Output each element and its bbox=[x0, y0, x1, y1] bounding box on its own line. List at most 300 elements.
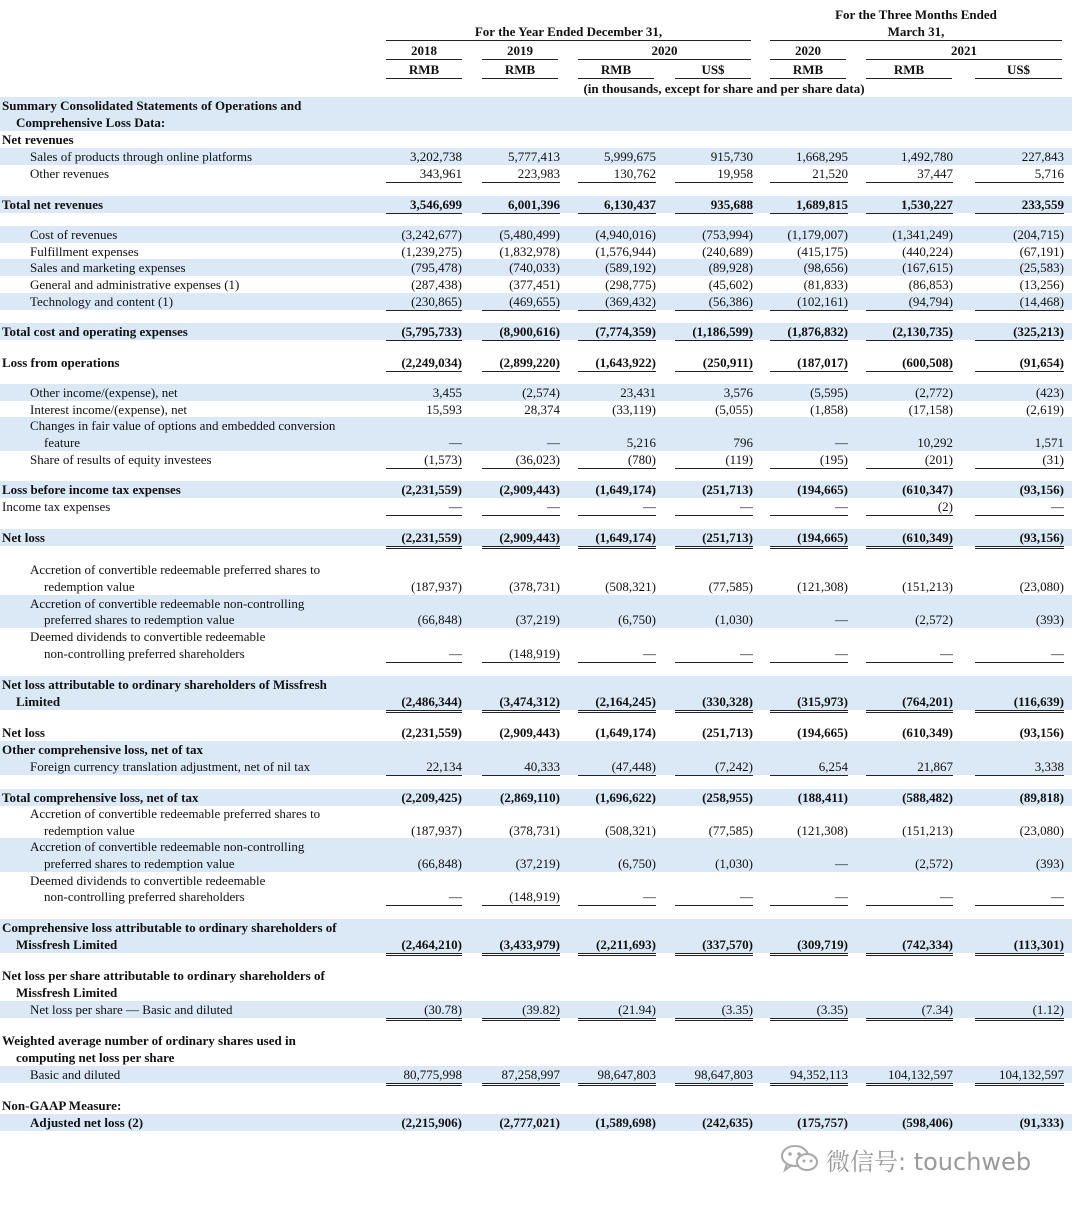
row-value: (113,301) bbox=[1013, 937, 1064, 952]
table-row bbox=[0, 97, 1072, 114]
table-row bbox=[0, 131, 1072, 148]
row-value: (2,231,559) bbox=[401, 725, 462, 740]
row-value: (93,156) bbox=[1019, 725, 1064, 740]
cell-underline bbox=[482, 710, 560, 711]
row-label: Interest income/(expense), net bbox=[30, 402, 188, 417]
table-row bbox=[0, 838, 1072, 855]
cell-underline bbox=[482, 546, 560, 547]
row-value: (589,192) bbox=[605, 260, 656, 275]
header-currency: US$ bbox=[701, 62, 725, 77]
row-value: (77,585) bbox=[708, 579, 753, 594]
row-value: (47,448) bbox=[611, 759, 656, 774]
row-value: 5,716 bbox=[1034, 166, 1064, 181]
row-value: (508,321) bbox=[605, 823, 656, 838]
row-value: — bbox=[835, 499, 848, 514]
row-value: — bbox=[643, 889, 656, 904]
row-value: (37,219) bbox=[515, 612, 560, 627]
header-currency-rule bbox=[675, 78, 751, 79]
cell-underline bbox=[482, 905, 560, 906]
cell-underline bbox=[386, 953, 462, 954]
row-value: — bbox=[835, 435, 848, 450]
row-value: 1,571 bbox=[1034, 435, 1064, 450]
row-value: 3,338 bbox=[1034, 759, 1064, 774]
row-value: (3,242,677) bbox=[401, 227, 462, 242]
row-value: — bbox=[449, 646, 462, 661]
row-value: 3,576 bbox=[723, 385, 753, 400]
row-value: (508,321) bbox=[605, 579, 656, 594]
row-label: Cost of revenues bbox=[30, 227, 118, 242]
row-value: (378,731) bbox=[509, 579, 560, 594]
cell-underline bbox=[578, 953, 656, 954]
header-quarter-2021: 2021 bbox=[951, 43, 977, 58]
row-value: 5,216 bbox=[626, 435, 656, 450]
row-value: (1,239,275) bbox=[401, 244, 462, 259]
row-value: (187,937) bbox=[411, 823, 462, 838]
cell-underline bbox=[675, 182, 753, 183]
cell-underline bbox=[770, 468, 848, 469]
row-label: Missfresh Limited bbox=[16, 985, 118, 1000]
header-currency: RMB bbox=[792, 62, 824, 77]
row-value: (258,955) bbox=[702, 790, 753, 805]
row-value: (1,643,922) bbox=[595, 355, 656, 370]
row-value: (2,909,443) bbox=[499, 725, 560, 740]
row-value: 6,130,437 bbox=[604, 197, 656, 212]
row-value: (102,161) bbox=[797, 294, 848, 309]
cell-underline bbox=[975, 546, 1064, 547]
cell-underline bbox=[975, 1020, 1064, 1021]
row-value: 87,258,997 bbox=[501, 1067, 560, 1082]
cell-underline bbox=[386, 213, 462, 214]
row-value: (66,848) bbox=[417, 612, 462, 627]
table-row bbox=[0, 498, 1072, 515]
cell-underline bbox=[386, 662, 462, 663]
row-value: (17,158) bbox=[908, 402, 953, 417]
row-value: — bbox=[940, 646, 953, 661]
cell-underline bbox=[866, 546, 953, 547]
row-value: (93,156) bbox=[1019, 482, 1064, 497]
row-value: (3,474,312) bbox=[499, 694, 560, 709]
row-label: Accretion of convertible redeemable preferred shares to bbox=[30, 562, 321, 577]
cell-underline bbox=[770, 775, 848, 776]
cell-underline bbox=[386, 515, 462, 516]
row-value: 1,668,295 bbox=[796, 149, 848, 164]
table-row bbox=[0, 984, 1072, 1001]
row-label: Total net revenues bbox=[2, 197, 104, 212]
cell-underline bbox=[975, 662, 1064, 663]
row-value: (2,211,693) bbox=[596, 937, 656, 952]
row-label: Comprehensive Loss Data: bbox=[16, 115, 166, 130]
row-value: (251,713) bbox=[702, 725, 753, 740]
table-row bbox=[0, 1001, 1072, 1018]
row-value: (2,619) bbox=[1026, 402, 1064, 417]
cell-underline bbox=[386, 310, 462, 311]
row-value: (2,231,559) bbox=[401, 530, 462, 545]
row-label: Other income/(expense), net bbox=[30, 385, 178, 400]
cell-underline bbox=[675, 546, 753, 547]
row-value: (2,130,735) bbox=[892, 324, 953, 339]
row-label: Adjusted net loss (2) bbox=[30, 1115, 144, 1130]
row-value: (175,757) bbox=[797, 1115, 848, 1130]
cell-underline bbox=[975, 340, 1064, 341]
row-value: (600,508) bbox=[902, 355, 953, 370]
cell-underline bbox=[866, 371, 953, 372]
cell-underline bbox=[386, 710, 462, 711]
row-value: (121,308) bbox=[797, 579, 848, 594]
cell-underline bbox=[578, 468, 656, 469]
row-label: feature bbox=[44, 435, 81, 450]
row-value: (6,750) bbox=[618, 612, 656, 627]
row-value: (2,899,220) bbox=[499, 355, 560, 370]
row-value: (764,201) bbox=[902, 694, 953, 709]
cell-underline bbox=[386, 340, 462, 341]
row-value: (148,919) bbox=[509, 889, 560, 904]
row-value: (1,576,944) bbox=[595, 244, 656, 259]
cell-underline bbox=[866, 662, 953, 663]
row-value: — bbox=[940, 889, 953, 904]
table-row bbox=[0, 1097, 1072, 1114]
cell-underline bbox=[675, 1085, 753, 1086]
row-value: (753,994) bbox=[702, 227, 753, 242]
cell-underline bbox=[578, 1018, 656, 1019]
cell-underline bbox=[975, 1018, 1064, 1019]
cell-underline bbox=[975, 1085, 1064, 1086]
row-value: (23,080) bbox=[1019, 579, 1064, 594]
row-value: (2) bbox=[937, 499, 953, 514]
table-row bbox=[0, 693, 1072, 710]
row-value: (93,156) bbox=[1019, 530, 1064, 545]
header-year-rule bbox=[386, 40, 751, 41]
row-label: preferred shares to redemption value bbox=[44, 612, 235, 627]
row-value: (1,696,622) bbox=[595, 790, 656, 805]
table-row bbox=[0, 226, 1072, 243]
cell-underline bbox=[866, 515, 953, 516]
cell-underline bbox=[482, 182, 560, 183]
table-row bbox=[0, 822, 1072, 839]
table-row bbox=[0, 561, 1072, 578]
row-value: (2,777,021) bbox=[499, 1115, 560, 1130]
table-row bbox=[0, 276, 1072, 293]
row-value: 223,983 bbox=[517, 166, 560, 181]
row-value: — bbox=[835, 889, 848, 904]
cell-underline bbox=[975, 515, 1064, 516]
cell-underline bbox=[578, 340, 656, 341]
row-value: (610,347) bbox=[902, 482, 953, 497]
row-label: Weighted average number of ordinary shares used in bbox=[2, 1033, 296, 1048]
row-value: 6,254 bbox=[818, 759, 848, 774]
row-value: — bbox=[449, 499, 462, 514]
cell-underline bbox=[482, 468, 560, 469]
cell-underline bbox=[482, 712, 560, 713]
row-label: Net loss bbox=[2, 725, 45, 740]
row-value: (393) bbox=[1035, 612, 1064, 627]
table-row bbox=[0, 114, 1072, 131]
cell-underline bbox=[578, 712, 656, 713]
cell-underline bbox=[770, 182, 848, 183]
row-value: — bbox=[449, 435, 462, 450]
table-row bbox=[0, 1066, 1072, 1083]
row-value: (13,256) bbox=[1019, 277, 1064, 292]
row-value: (194,665) bbox=[797, 482, 848, 497]
cell-underline bbox=[866, 775, 953, 776]
table-row bbox=[0, 165, 1072, 182]
table-row bbox=[0, 888, 1072, 905]
row-label: Changes in fair value of options and embedded conversion bbox=[30, 418, 336, 433]
table-row bbox=[0, 323, 1072, 340]
cell-underline bbox=[578, 1020, 656, 1021]
row-value: — bbox=[740, 646, 753, 661]
table-row bbox=[0, 434, 1072, 451]
cell-underline bbox=[482, 371, 560, 372]
table-row bbox=[0, 384, 1072, 401]
cell-underline bbox=[482, 1083, 560, 1084]
table-row bbox=[0, 628, 1072, 645]
cell-underline bbox=[975, 468, 1064, 469]
row-value: (740,033) bbox=[509, 260, 560, 275]
cell-underline bbox=[866, 548, 953, 549]
row-value: (188,411) bbox=[797, 790, 848, 805]
row-value: (1,589,698) bbox=[595, 1115, 656, 1130]
row-value: (795,478) bbox=[411, 260, 462, 275]
table-row bbox=[0, 529, 1072, 546]
row-label: redemption value bbox=[44, 579, 135, 594]
row-label: Deemed dividends to convertible redeemable bbox=[30, 629, 266, 644]
row-value: 5,777,413 bbox=[508, 149, 560, 164]
table-row bbox=[0, 872, 1072, 889]
row-value: — bbox=[835, 612, 848, 627]
cell-underline bbox=[578, 515, 656, 516]
row-label: Summary Consolidated Statements of Operations and bbox=[2, 98, 302, 113]
row-value: (378,731) bbox=[509, 823, 560, 838]
row-value: (309,719) bbox=[797, 937, 848, 952]
row-value: 3,202,738 bbox=[410, 149, 462, 164]
row-value: 98,647,803 bbox=[694, 1067, 753, 1082]
cell-underline bbox=[770, 1020, 848, 1021]
row-value: (86,853) bbox=[908, 277, 953, 292]
row-value: (25,583) bbox=[1019, 260, 1064, 275]
table-row bbox=[0, 401, 1072, 418]
row-value: (1,649,174) bbox=[595, 725, 656, 740]
cell-underline bbox=[770, 1083, 848, 1084]
table-row bbox=[0, 354, 1072, 371]
row-value: (742,334) bbox=[902, 937, 953, 952]
table-row bbox=[0, 1114, 1072, 1131]
row-value: (240,689) bbox=[702, 244, 753, 259]
row-value: 37,447 bbox=[917, 166, 953, 181]
row-label: Foreign currency translation adjustment, net of nil tax bbox=[30, 759, 311, 774]
row-label: Sales and marketing expenses bbox=[30, 260, 186, 275]
row-value: (325,213) bbox=[1013, 324, 1064, 339]
cell-underline bbox=[866, 1085, 953, 1086]
row-value: (1,649,174) bbox=[595, 530, 656, 545]
row-value: (287,438) bbox=[411, 277, 462, 292]
header-currency-rule bbox=[482, 78, 558, 79]
cell-underline bbox=[675, 371, 753, 372]
row-value: 935,688 bbox=[710, 197, 753, 212]
row-value: (1,341,249) bbox=[892, 227, 953, 242]
row-value: (45,602) bbox=[708, 277, 753, 292]
row-value: 40,333 bbox=[524, 759, 560, 774]
row-value: (116,639) bbox=[1013, 694, 1064, 709]
table-row bbox=[0, 451, 1072, 468]
row-value: 15,593 bbox=[426, 402, 462, 417]
cell-underline bbox=[675, 662, 753, 663]
header-year-2019-rule bbox=[482, 59, 558, 60]
row-label: Limited bbox=[16, 694, 61, 709]
cell-underline bbox=[386, 548, 462, 549]
row-label: Share of results of equity investees bbox=[30, 452, 212, 467]
row-value: (2,909,443) bbox=[499, 530, 560, 545]
row-value: 104,132,597 bbox=[888, 1067, 953, 1082]
cell-underline bbox=[975, 905, 1064, 906]
row-value: (187,017) bbox=[797, 355, 848, 370]
row-label: Accretion of convertible redeemable non-controlling bbox=[30, 839, 305, 854]
header-currency: RMB bbox=[408, 62, 440, 77]
row-label: computing net loss per share bbox=[16, 1050, 175, 1065]
row-label: Non-GAAP Measure: bbox=[2, 1098, 122, 1113]
row-value: 1,492,780 bbox=[901, 149, 953, 164]
row-value: (31) bbox=[1042, 452, 1064, 467]
cell-underline bbox=[866, 905, 953, 906]
header-quarter-rule bbox=[770, 40, 1062, 41]
cell-underline bbox=[770, 213, 848, 214]
row-value: (1,186,599) bbox=[692, 324, 753, 339]
header-year-2020: 2020 bbox=[651, 43, 678, 58]
cell-underline bbox=[386, 182, 462, 183]
cell-underline bbox=[770, 1085, 848, 1086]
cell-underline bbox=[675, 1018, 753, 1019]
row-value: 6,001,396 bbox=[508, 197, 560, 212]
cell-underline bbox=[675, 340, 753, 341]
cell-underline bbox=[675, 515, 753, 516]
row-label: Other revenues bbox=[30, 166, 110, 181]
row-value: 23,431 bbox=[620, 385, 656, 400]
row-value: — bbox=[1051, 499, 1064, 514]
row-value: (780) bbox=[627, 452, 656, 467]
cell-underline bbox=[975, 213, 1064, 214]
row-value: (610,349) bbox=[902, 725, 953, 740]
row-value: 21,867 bbox=[917, 759, 953, 774]
row-value: (598,406) bbox=[902, 1115, 953, 1130]
row-label: Net revenues bbox=[2, 132, 74, 147]
row-value: (167,615) bbox=[902, 260, 953, 275]
table-row bbox=[0, 1032, 1072, 1049]
header-currency: RMB bbox=[504, 62, 536, 77]
row-value: — bbox=[835, 856, 848, 871]
cell-underline bbox=[386, 1085, 462, 1086]
cell-underline bbox=[975, 775, 1064, 776]
header-currency: US$ bbox=[1006, 62, 1031, 77]
header-currency-rule bbox=[975, 78, 1062, 79]
cell-underline bbox=[482, 548, 560, 549]
row-value: 1,689,815 bbox=[796, 197, 848, 212]
cell-underline bbox=[866, 712, 953, 713]
cell-underline bbox=[578, 182, 656, 183]
header-year-2020-rule bbox=[578, 59, 751, 60]
row-value: (3,433,979) bbox=[499, 937, 560, 952]
row-value: (6,750) bbox=[618, 856, 656, 871]
row-value: — bbox=[643, 499, 656, 514]
row-value: (1,179,007) bbox=[787, 227, 848, 242]
row-value: (5,795,733) bbox=[401, 324, 462, 339]
cell-underline bbox=[675, 953, 753, 954]
row-value: 130,762 bbox=[613, 166, 656, 181]
row-value: (1,876,832) bbox=[787, 324, 848, 339]
cell-underline bbox=[578, 710, 656, 711]
cell-underline bbox=[482, 953, 560, 954]
cell-underline bbox=[675, 1083, 753, 1084]
cell-underline bbox=[770, 905, 848, 906]
row-value: (2,486,344) bbox=[401, 694, 462, 709]
cell-underline bbox=[770, 548, 848, 549]
cell-underline bbox=[675, 468, 753, 469]
cell-underline bbox=[482, 340, 560, 341]
cell-underline bbox=[770, 710, 848, 711]
cell-underline bbox=[386, 546, 462, 547]
wechat-icon bbox=[780, 1144, 820, 1174]
cell-underline bbox=[482, 1018, 560, 1019]
cell-underline bbox=[770, 371, 848, 372]
row-value: (1,030) bbox=[715, 612, 753, 627]
cell-underline bbox=[482, 1020, 560, 1021]
cell-underline bbox=[770, 662, 848, 663]
cell-underline bbox=[866, 340, 953, 341]
row-value: (91,654) bbox=[1019, 355, 1064, 370]
row-value: (67,191) bbox=[1019, 244, 1064, 259]
cell-underline bbox=[482, 662, 560, 663]
row-value: (21.94) bbox=[618, 1002, 656, 1017]
row-value: (393) bbox=[1035, 856, 1064, 871]
table-row bbox=[0, 293, 1072, 310]
row-label: redemption value bbox=[44, 823, 135, 838]
table-row bbox=[0, 724, 1072, 741]
cell-underline bbox=[578, 662, 656, 663]
row-value: (7.34) bbox=[921, 1002, 953, 1017]
header-currency: RMB bbox=[600, 62, 632, 77]
row-value: (2,164,245) bbox=[595, 694, 656, 709]
row-value: (33,119) bbox=[612, 402, 656, 417]
cell-underline bbox=[975, 953, 1064, 954]
table-row bbox=[0, 936, 1072, 953]
row-value: — bbox=[1051, 889, 1064, 904]
row-value: (230,865) bbox=[411, 294, 462, 309]
row-label: Sales of products through online platforms bbox=[30, 149, 253, 164]
row-value: 21,520 bbox=[812, 166, 848, 181]
row-value: (330,328) bbox=[702, 694, 753, 709]
header-currency-rule bbox=[770, 78, 846, 79]
row-value: 19,958 bbox=[717, 166, 753, 181]
row-value: (2,909,443) bbox=[499, 482, 560, 497]
row-value: (3.35) bbox=[721, 1002, 753, 1017]
row-value: — bbox=[643, 646, 656, 661]
row-value: (7,242) bbox=[715, 759, 753, 774]
row-value: (201) bbox=[924, 452, 953, 467]
row-value: 22,134 bbox=[426, 759, 462, 774]
header-currency-rule bbox=[386, 78, 462, 79]
row-value: (151,213) bbox=[902, 579, 953, 594]
table-row bbox=[0, 595, 1072, 612]
cell-underline bbox=[975, 955, 1064, 956]
cell-underline bbox=[770, 310, 848, 311]
row-value: (377,451) bbox=[509, 277, 560, 292]
row-label: Income tax expenses bbox=[2, 499, 111, 514]
cell-underline bbox=[770, 953, 848, 954]
row-label: Accretion of convertible redeemable non-controlling bbox=[30, 596, 305, 611]
row-label: Net loss attributable to ordinary shareholders of Missfresh bbox=[2, 677, 327, 692]
row-label: non-controlling preferred shareholders bbox=[44, 889, 245, 904]
table-row bbox=[0, 805, 1072, 822]
cell-underline bbox=[975, 371, 1064, 372]
row-label: Net loss bbox=[2, 530, 45, 545]
